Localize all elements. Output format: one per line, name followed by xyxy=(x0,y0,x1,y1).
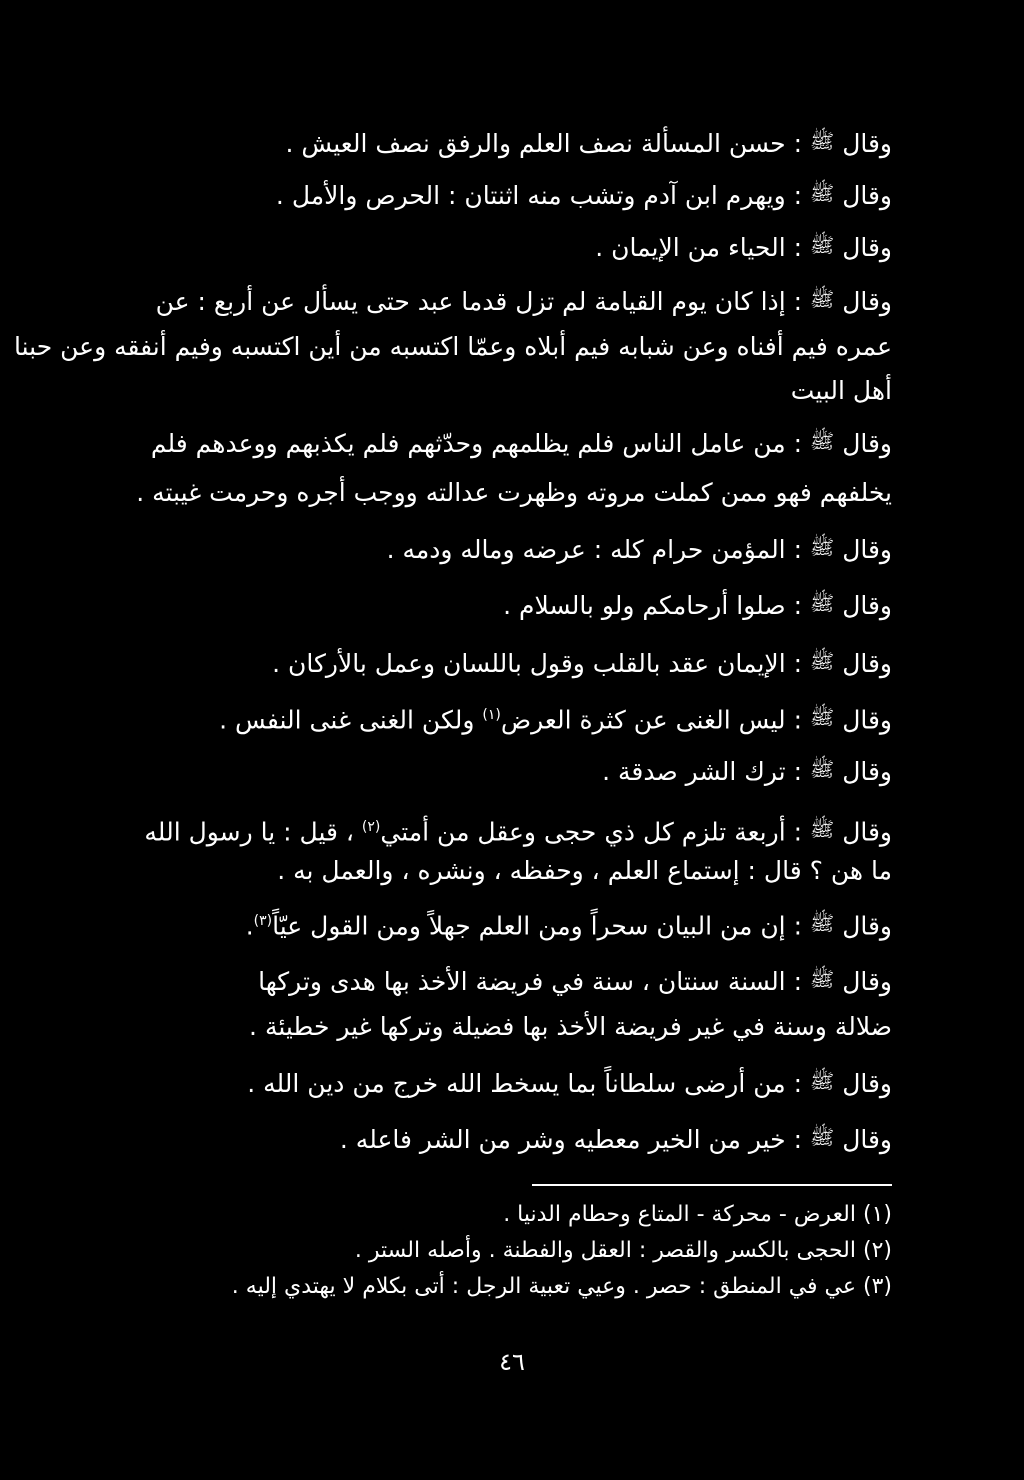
hadith-line-2: وقالﷺ: ويهرم ابن آدم وتشب منه اثنتان : الحرص والأمل . xyxy=(120,176,892,213)
saw-symbol: ﷺ xyxy=(810,233,835,257)
hadith-line-13: وقالﷺ: السنة سنتان ، سنة في فريضة الأخذ بها هدى وتركها xyxy=(120,962,892,999)
hadith-line-12: وقالﷺ: إن من البيان سحراً ومن العلم جهلاً ومن القول عيّاً$^{(٣)}$. xyxy=(120,904,892,943)
hadith-line-13-cont xyxy=(120,1010,892,1044)
hadith-line-3: وقالﷺ: الحياء من الإيمان . xyxy=(120,228,892,265)
saw-symbol: ﷺ xyxy=(810,591,835,615)
hadith-line-15: وقالﷺ: خير من الخير معطيه وشر من الشر فاعله . xyxy=(120,1120,892,1157)
said-label: وقال xyxy=(842,591,892,620)
page-number: ٤٦ xyxy=(499,1348,525,1376)
footnote-2: (٢) الحجى بالكسر والقصر : العقل والفطنة . وأصله الستر . xyxy=(354,1238,892,1263)
hadith-line-11-cont xyxy=(120,854,892,888)
said-label: وقال xyxy=(842,287,892,316)
hadith-line-5-cont xyxy=(120,476,892,510)
hadith-line-11: وقالﷺ: أربعة تلزم كل ذي حجى وعقل من أمتي$^{(٢)}$ ، قيل : يا رسول الله xyxy=(120,810,892,849)
saw-symbol: ﷺ xyxy=(810,757,835,781)
said-label: وقال xyxy=(842,1125,892,1154)
said-label: وقال xyxy=(842,817,892,847)
said-label: وقال xyxy=(842,967,892,996)
said-label: وقال xyxy=(842,233,892,262)
hadith-line-4-cont2 xyxy=(120,374,892,408)
hadith-text: حسن المسألة نصف العلم والرفق نصف العيش . xyxy=(285,129,786,158)
saw-symbol: ﷺ xyxy=(810,129,835,153)
hadith-text: السنة سنتان ، سنة في فريضة الأخذ بها هدى وتركها xyxy=(258,967,786,996)
hadith-line-1: وقالﷺ: حسن المسألة نصف العلم والرفق نصف العيش . xyxy=(120,124,892,161)
hadith-text: صلوا أرحامكم ولو بالسلام . xyxy=(503,591,786,620)
saw-symbol: ﷺ xyxy=(810,911,835,936)
hadith-text: ليس الغنى عن كثرة العرض xyxy=(500,705,786,735)
hadith-text: أهل البيت xyxy=(790,376,892,405)
hadith-text: ترك الشر صدقة . xyxy=(602,757,786,786)
hadith-text: الحياء من الإيمان . xyxy=(595,233,786,262)
hadith-text: خير من الخير معطيه وشر من الشر فاعله . xyxy=(339,1125,786,1154)
said-label: وقال xyxy=(842,705,892,735)
hadith-line-5: وقالﷺ: من عامل الناس فلم يظلمهم وحدّثهم فلم يكذبهم ووعدهم فلم xyxy=(120,424,892,461)
saw-symbol: ﷺ xyxy=(810,181,835,205)
footnote-3: (٣) عي في المنطق : حصر . وعيي تعبية الرجل : أتى بكلام لا يهتدي إليه . xyxy=(231,1274,892,1299)
hadith-text: ضلالة وسنة في غير فريضة الأخذ بها فضيلة وتركها غير خطيئة . xyxy=(249,1012,892,1041)
hadith-text: . xyxy=(245,911,254,941)
hadith-line-9: وقالﷺ: ليس الغنى عن كثرة العرض$^{(١)}$ ولكن الغنى غنى النفس . xyxy=(120,698,892,737)
hadith-text: عمره فيم أفناه وعن شبابه فيم أبلاه وعمّا اكتسبه من أين اكتسبه وفيم أنفقه وعن حبنا xyxy=(14,332,892,361)
hadith-line-4-cont xyxy=(14,330,892,364)
footnote-1: (١) العرض - محركة - المتاع وحطام الدنيا . xyxy=(503,1202,892,1227)
hadith-text: أربعة تلزم كل ذي حجى وعقل من أمتي xyxy=(380,817,786,847)
hadith-text: المؤمن حرام كله : عرضه وماله ودمه . xyxy=(386,535,786,564)
said-label: وقال xyxy=(842,1069,892,1098)
said-label: وقال xyxy=(842,535,892,564)
said-label: وقال xyxy=(842,129,892,158)
hadith-text: إذا كان يوم القيامة لم تزل قدما عبد حتى يسأل عن أربع : عن xyxy=(155,287,786,316)
hadith-text: من عامل الناس فلم يظلمهم وحدّثهم فلم يكذبهم ووعدهم فلم xyxy=(150,429,786,458)
saw-symbol: ﷺ xyxy=(810,429,835,453)
said-label: وقال xyxy=(842,429,892,458)
saw-symbol: ﷺ xyxy=(810,967,835,991)
hadith-line-7: وقالﷺ: صلوا أرحامكم ولو بالسلام . xyxy=(120,586,892,623)
hadith-line-6: وقالﷺ: المؤمن حرام كله : عرضه وماله ودمه . xyxy=(120,530,892,567)
saw-symbol: ﷺ xyxy=(810,535,835,559)
saw-symbol: ﷺ xyxy=(810,649,835,673)
saw-symbol: ﷺ xyxy=(810,1069,835,1093)
saw-symbol: ﷺ xyxy=(810,1125,835,1149)
saw-symbol: ﷺ xyxy=(810,705,835,730)
hadith-line-14: وقالﷺ: من أرضى سلطاناً بما يسخط الله خرج من دين الله . xyxy=(120,1064,892,1101)
footnote-mark-3: (٣) xyxy=(253,913,273,929)
said-label: وقال xyxy=(842,649,892,678)
saw-symbol: ﷺ xyxy=(810,817,835,842)
hadith-line-8: وقالﷺ: الإيمان عقد بالقلب وقول باللسان وعمل بالأركان . xyxy=(120,644,892,681)
hadith-text: من أرضى سلطاناً بما يسخط الله خرج من دين الله . xyxy=(247,1069,786,1098)
hadith-text: الإيمان عقد بالقلب وقول باللسان وعمل بالأركان . xyxy=(272,649,786,678)
hadith-text: ويهرم ابن آدم وتشب منه اثنتان : الحرص والأمل . xyxy=(275,181,786,210)
hadith-line-10: وقالﷺ: ترك الشر صدقة . xyxy=(120,752,892,789)
said-label: وقال xyxy=(842,757,892,786)
hadith-text: ، قيل : يا رسول الله xyxy=(144,817,354,847)
said-label: وقال xyxy=(842,181,892,210)
footnote-mark-1: (١) xyxy=(482,707,501,723)
saw-symbol: ﷺ xyxy=(810,287,835,311)
hadith-text: يخلفهم فهو ممن كملت مروته وظهرت عدالته ووجب أجره وحرمت غيبته . xyxy=(136,478,892,507)
hadith-text: ما هن ؟ قال : إستماع العلم ، وحفظه ، ونشره ، والعمل به . xyxy=(277,856,892,885)
said-label: وقال xyxy=(842,911,892,941)
hadith-line-4: وقالﷺ: إذا كان يوم القيامة لم تزل قدما عبد حتى يسأل عن أربع : عن xyxy=(120,282,892,319)
hadith-text: ولكن الغنى غنى النفس . xyxy=(219,705,475,735)
hadith-text: إن من البيان سحراً ومن العلم جهلاً ومن القول عيّاً xyxy=(272,911,786,941)
footnote-divider xyxy=(532,1184,892,1186)
footnote-mark-2: (٢) xyxy=(361,819,381,835)
